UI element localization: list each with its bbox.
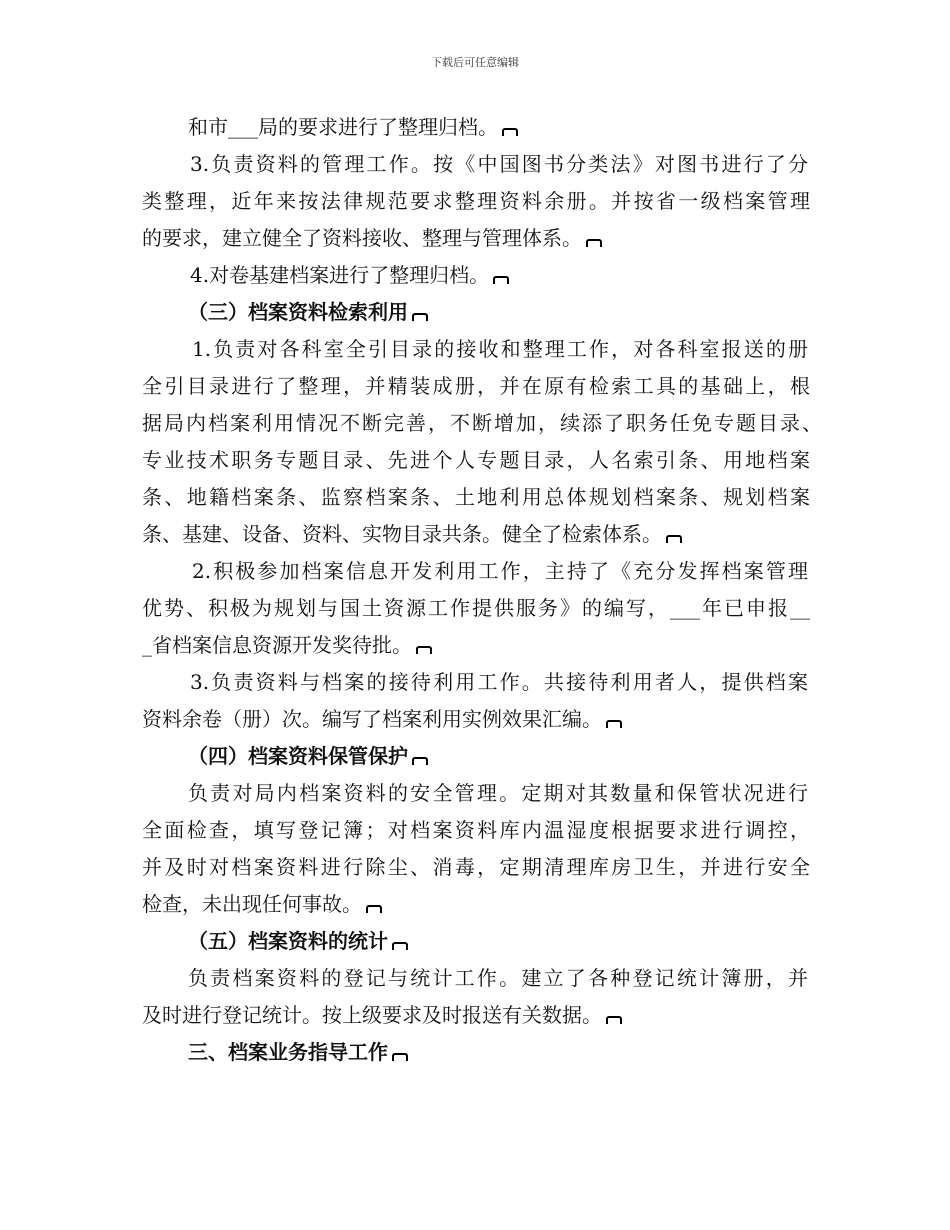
paragraph-mark-icon: [416, 646, 432, 654]
text-line: 3.负责资料与档案的接待利用工作。共接待利用者人，提供档案: [190, 670, 808, 694]
paragraph-mark-icon: [412, 757, 428, 765]
text-line: 及时进行登记统计。按上级要求及时报送有关数据。: [142, 1002, 622, 1028]
paragraph-mark-icon: [502, 128, 518, 136]
section-heading: 三、档案业务指导工作: [188, 1039, 408, 1065]
text-line: 负责对局内档案资料的安全管理。定期对其数量和保管状况进行: [188, 781, 808, 805]
text-line: 资料余卷（册）次。编写了档案利用实例效果汇编。: [142, 706, 622, 732]
paragraph-mark-icon: [392, 942, 408, 950]
text-line: 类整理，近年来按法律规范要求整理资料余册。并按省一级档案管理: [142, 189, 810, 213]
text-line: _省档案信息资源开发奖待批。: [142, 632, 432, 658]
paragraph-mark-icon: [412, 313, 428, 321]
text-line: 并及时对档案资料进行除尘、消毒，定期清理库房卫生，并进行安全: [142, 855, 810, 879]
text-line: 全面检查，填写登记簿；对档案资料库内温湿度根据要求进行调控，: [142, 818, 810, 842]
text-line: 和市___局的要求进行了整理归档。: [188, 114, 518, 140]
paragraph-mark-icon: [586, 239, 602, 247]
section-heading: （三）档案资料检索利用: [188, 299, 428, 325]
paragraph-mark-icon: [606, 1016, 622, 1024]
section-heading: （四）档案资料保管保护: [188, 743, 428, 769]
paragraph-mark-icon: [666, 535, 682, 543]
section-heading: （五）档案资料的统计: [188, 928, 408, 954]
text-line: 条、基建、设备、资料、实物目录共条。健全了检索体系。: [142, 521, 682, 547]
paragraph-mark-icon: [366, 905, 382, 913]
text-line: 的要求，建立健全了资料接收、整理与管理体系。: [142, 225, 602, 251]
text-line: 1.负责对各科室全引目录的接收和整理工作，对各科室报送的册: [192, 337, 808, 361]
text-line: 优势、积极为规划与国土资源工作提供服务》的编写，___年已申报__: [142, 596, 810, 620]
paragraph-mark-icon: [493, 276, 509, 284]
text-line: 全引目录进行了整理，并精装成册，并在原有检索工具的基础上，根: [142, 374, 810, 398]
text-line: 据局内档案利用情况不断完善，不断增加，续添了职务任免专题目录、: [142, 411, 822, 435]
text-line: 负责档案资料的登记与统计工作。建立了各种登记统计簿册，并: [188, 966, 808, 990]
text-line: 专业技术职务专题目录、先进个人专题目录，人名索引条、用地档案: [142, 448, 810, 472]
text-line: 检查，未出现任何事故。: [142, 891, 382, 917]
text-line: 条、地籍档案条、监察档案条、土地利用总体规划档案条、规划档案: [142, 485, 810, 509]
page-header: 下载后可任意编辑: [431, 56, 519, 69]
text-line: 4.对卷基建档案进行了整理归档。: [190, 262, 509, 288]
text-line: 3.负责资料的管理工作。按《中国图书分类法》对图书进行了分: [190, 152, 808, 176]
paragraph-mark-icon: [392, 1053, 408, 1061]
text-line: 2.积极参加档案信息开发利用工作，主持了《充分发挥档案管理: [192, 559, 808, 583]
paragraph-mark-icon: [606, 720, 622, 728]
